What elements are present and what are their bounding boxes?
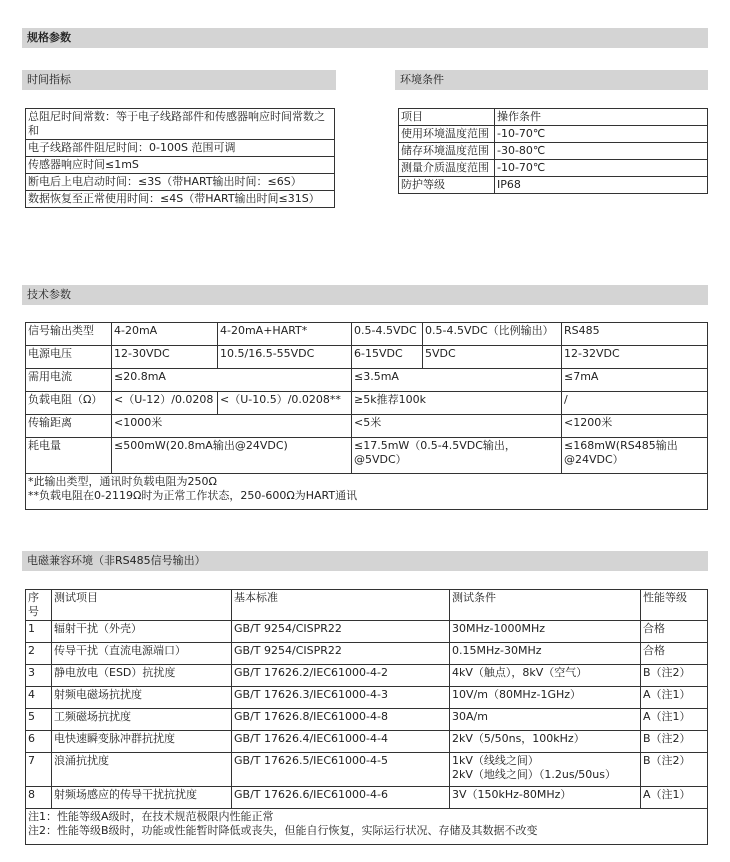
env-section-bar bbox=[395, 70, 708, 90]
table-row bbox=[26, 438, 708, 474]
tech-cell: ≥5k推荐100k bbox=[352, 392, 562, 415]
tech-cell: RS485 bbox=[562, 323, 708, 346]
table-row bbox=[26, 787, 708, 809]
table-row bbox=[26, 323, 708, 346]
emc-note: 注2：性能等级B级时，功能或性能暂时降低或丧失，但能自行恢复，实际运行状况、存储及其数据不改变 bbox=[28, 824, 538, 837]
time-row-2: 电子线路部件阻尼时间：0-100S 范围可调 bbox=[26, 140, 335, 157]
emc-grade: A（注1） bbox=[641, 787, 708, 809]
env-section-title: 环境条件 bbox=[400, 73, 444, 86]
emc-grade: A（注1） bbox=[641, 709, 708, 731]
consumption-line: @5VDC） bbox=[354, 453, 407, 466]
time-row-4: 断电后上电启动时间：≤3S（带HART输出时间：≤6S） bbox=[26, 174, 335, 191]
time-row-3: 传感器响应时间≤1mS bbox=[26, 157, 335, 174]
emc-std: GB/T 17626.4/IEC61000-4-4 bbox=[232, 731, 450, 753]
table-row bbox=[399, 143, 708, 160]
emc-header: 测试项目 bbox=[52, 590, 232, 621]
table-row bbox=[26, 687, 708, 709]
emc-cond: 0.15MHz-30MHz bbox=[450, 643, 641, 665]
tech-cell: ≤3.5mA bbox=[352, 369, 562, 392]
table-row bbox=[26, 392, 708, 415]
tech-label: 信号输出类型 bbox=[26, 323, 112, 346]
emc-note: 注1：性能等级A级时，在技术规范极限内性能正常 bbox=[28, 810, 274, 823]
emc-item: 电快速瞬变脉冲群抗扰度 bbox=[52, 731, 232, 753]
emc-cond: 4kV（触点），8kV（空气） bbox=[450, 665, 641, 687]
table-row bbox=[26, 665, 708, 687]
emc-no: 8 bbox=[26, 787, 52, 809]
emc-item: 射频场感应的传导干扰抗扰度 bbox=[52, 787, 232, 809]
emc-item: 静电放电（ESD）抗扰度 bbox=[52, 665, 232, 687]
table-row bbox=[26, 346, 708, 369]
emc-no: 4 bbox=[26, 687, 52, 709]
emc-grade: B（注2） bbox=[641, 753, 708, 787]
table-row bbox=[26, 709, 708, 731]
table-row bbox=[26, 157, 335, 174]
emc-cond-line: 2kV（地线之间）（1.2us/50us） bbox=[452, 768, 616, 781]
tech-cell bbox=[352, 438, 562, 474]
emc-cond: 30A/m bbox=[450, 709, 641, 731]
emc-section-title: 电磁兼容环境（非RS485信号输出） bbox=[27, 554, 206, 567]
tech-cell: <（U-10.5）/0.0208** bbox=[218, 392, 352, 415]
tech-cell: 0.5-4.5VDC bbox=[352, 323, 423, 346]
table-row bbox=[26, 369, 708, 392]
emc-std: GB/T 17626.6/IEC61000-4-6 bbox=[232, 787, 450, 809]
env-cell: -30-80℃ bbox=[495, 143, 708, 160]
table-row bbox=[26, 174, 335, 191]
env-cell: 防护等级 bbox=[399, 177, 495, 194]
consumption-line: ≤17.5mW（0.5-4.5VDC输出， bbox=[354, 439, 516, 452]
env-cell: 测量介质温度范围 bbox=[399, 160, 495, 177]
tech-cell: 12-32VDC bbox=[562, 346, 708, 369]
emc-item: 浪涌抗扰度 bbox=[52, 753, 232, 787]
emc-header: 序号 bbox=[26, 590, 52, 621]
tech-note: **负载电阻在0-2119Ω时为正常工作状态，250-600Ω为HART通讯 bbox=[28, 489, 358, 502]
table-row bbox=[399, 160, 708, 177]
emc-std: GB/T 17626.5/IEC61000-4-5 bbox=[232, 753, 450, 787]
table-row bbox=[26, 731, 708, 753]
tech-cell: ≤500mW(20.8mA输出@24VDC) bbox=[112, 438, 352, 474]
emc-no: 6 bbox=[26, 731, 52, 753]
table-row bbox=[399, 126, 708, 143]
tech-section-bar bbox=[22, 285, 708, 305]
tech-cell: 0.5-4.5VDC（比例输出） bbox=[423, 323, 562, 346]
tech-notes bbox=[26, 474, 708, 510]
emc-cond: 30MHz-1000MHz bbox=[450, 621, 641, 643]
consumption-line: ≤168mW(RS485输出 bbox=[564, 439, 678, 452]
tech-cell: 6-15VDC bbox=[352, 346, 423, 369]
tech-label: 负载电阻（Ω） bbox=[26, 392, 112, 415]
emc-std: GB/T 17626.3/IEC61000-4-3 bbox=[232, 687, 450, 709]
main-title: 规格参数 bbox=[27, 31, 71, 44]
time-row-1: 总阻尼时间常数：等于电子线路部件和传感器响应时间常数之和 bbox=[26, 109, 335, 140]
emc-std: GB/T 9254/CISPR22 bbox=[232, 643, 450, 665]
tech-cell bbox=[562, 438, 708, 474]
tech-cell: 4-20mA bbox=[112, 323, 218, 346]
tech-cell: <5米 bbox=[352, 415, 562, 438]
consumption-line: @24VDC） bbox=[564, 453, 624, 466]
env-cell: 使用环境温度范围 bbox=[399, 126, 495, 143]
table-row bbox=[26, 753, 708, 787]
tech-cell: / bbox=[562, 392, 708, 415]
env-cell: -10-70℃ bbox=[495, 160, 708, 177]
env-cell: IP68 bbox=[495, 177, 708, 194]
emc-cond bbox=[450, 753, 641, 787]
env-cell: 项目 bbox=[399, 109, 495, 126]
emc-grade: A（注1） bbox=[641, 687, 708, 709]
emc-item: 辐射干扰（外壳） bbox=[52, 621, 232, 643]
emc-header: 基本标准 bbox=[232, 590, 450, 621]
emc-grade: 合格 bbox=[641, 643, 708, 665]
time-table bbox=[25, 108, 335, 208]
table-row bbox=[26, 590, 708, 621]
tech-cell: ≤7mA bbox=[562, 369, 708, 392]
table-row bbox=[26, 415, 708, 438]
time-section-title: 时间指标 bbox=[27, 73, 71, 86]
emc-grade: 合格 bbox=[641, 621, 708, 643]
tech-cell: 12-30VDC bbox=[112, 346, 218, 369]
tech-label: 电源电压 bbox=[26, 346, 112, 369]
emc-cond: 10V/m（80MHz-1GHz） bbox=[450, 687, 641, 709]
emc-std: GB/T 17626.8/IEC61000-4-8 bbox=[232, 709, 450, 731]
emc-notes bbox=[26, 809, 708, 845]
tech-cell: 5VDC bbox=[423, 346, 562, 369]
emc-item: 传导干扰（直流电源端口） bbox=[52, 643, 232, 665]
table-row bbox=[26, 809, 708, 845]
tech-cell: <1200米 bbox=[562, 415, 708, 438]
table-row bbox=[26, 621, 708, 643]
emc-item: 工频磁场抗扰度 bbox=[52, 709, 232, 731]
tech-label: 需用电流 bbox=[26, 369, 112, 392]
tech-note: *此输出类型，通讯时负载电阻为250Ω bbox=[28, 475, 217, 488]
emc-std: GB/T 17626.2/IEC61000-4-2 bbox=[232, 665, 450, 687]
main-title-bar bbox=[22, 28, 708, 48]
emc-no: 1 bbox=[26, 621, 52, 643]
time-row-5: 数据恢复至正常使用时间：≤4S（带HART输出时间≤31S） bbox=[26, 191, 335, 208]
table-row bbox=[26, 191, 335, 208]
emc-header: 性能等级 bbox=[641, 590, 708, 621]
emc-table bbox=[25, 589, 708, 845]
table-row bbox=[399, 109, 708, 126]
tech-cell: ≤20.8mA bbox=[112, 369, 352, 392]
tech-label: 耗电量 bbox=[26, 438, 112, 474]
emc-item: 射频电磁场抗扰度 bbox=[52, 687, 232, 709]
env-cell: 操作条件 bbox=[495, 109, 708, 126]
env-cell: 储存环境温度范围 bbox=[399, 143, 495, 160]
emc-cond-line: 1kV（线线之间） bbox=[452, 754, 539, 767]
tech-label: 传输距离 bbox=[26, 415, 112, 438]
tech-cell: <（U-12）/0.0208 bbox=[112, 392, 218, 415]
emc-section-bar bbox=[22, 551, 708, 571]
env-table bbox=[398, 108, 708, 194]
emc-std: GB/T 9254/CISPR22 bbox=[232, 621, 450, 643]
table-row bbox=[26, 474, 708, 510]
time-section-bar bbox=[22, 70, 336, 90]
emc-header: 测试条件 bbox=[450, 590, 641, 621]
tech-cell: 10.5/16.5-55VDC bbox=[218, 346, 352, 369]
table-row bbox=[399, 177, 708, 194]
emc-grade: B（注2） bbox=[641, 731, 708, 753]
tech-section-title: 技术参数 bbox=[27, 288, 71, 301]
env-cell: -10-70℃ bbox=[495, 126, 708, 143]
emc-no: 5 bbox=[26, 709, 52, 731]
emc-no: 3 bbox=[26, 665, 52, 687]
emc-cond: 3V（150kHz-80MHz） bbox=[450, 787, 641, 809]
tech-cell: <1000米 bbox=[112, 415, 352, 438]
emc-cond: 2kV（5/50ns，100kHz） bbox=[450, 731, 641, 753]
tech-table bbox=[25, 322, 708, 510]
table-row bbox=[26, 643, 708, 665]
emc-no: 7 bbox=[26, 753, 52, 787]
tech-cell: 4-20mA+HART* bbox=[218, 323, 352, 346]
table-row bbox=[26, 109, 335, 140]
emc-grade: B（注2） bbox=[641, 665, 708, 687]
emc-no: 2 bbox=[26, 643, 52, 665]
table-row bbox=[26, 140, 335, 157]
